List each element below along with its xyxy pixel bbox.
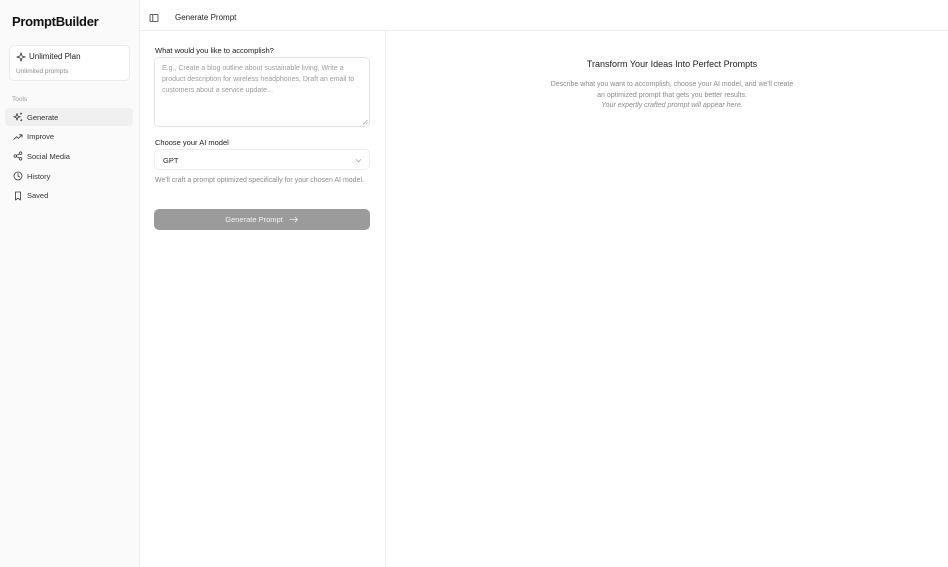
model-select[interactable] [154, 149, 370, 170]
sidebar [0, 0, 140, 567]
sidebar-item-social-media[interactable] [5, 147, 133, 165]
output-description: Describe what you want to accomplish, choose your AI model, and we'll create an optimized prompt that gets you better results. [550, 81, 794, 99]
sidebar-item-improve[interactable] [5, 128, 133, 146]
goal-textarea[interactable] [154, 57, 370, 127]
generate-prompt-label: Generate Prompt [225, 215, 283, 224]
output-title: Transform Your Ideas Into Perfect Prompts [586, 59, 758, 69]
sidebar-item-label: Improve [27, 132, 55, 142]
sidebar-item-label: History [27, 171, 51, 181]
bookmark-icon [13, 191, 23, 201]
page-title: Generate Prompt [175, 13, 237, 22]
plan-subtitle: Unlimited prompts [16, 68, 69, 75]
top-bar [140, 5, 948, 31]
chevron-down-icon [355, 157, 362, 164]
sidebar-nav [5, 108, 133, 206]
plan-title: Unlimited Plan [29, 52, 81, 61]
clock-icon [13, 171, 23, 181]
arrow-right-icon [289, 216, 299, 223]
sidebar-item-label: Social Media [27, 151, 70, 161]
trending-up-icon [13, 132, 23, 142]
model-select-value: GPT [163, 156, 179, 165]
sidebar-item-generate[interactable] [5, 108, 133, 126]
sidebar-item-label: Generate [27, 112, 59, 122]
prompt-form-panel [140, 31, 386, 567]
sidebar-toggle-icon[interactable] [149, 13, 159, 23]
sidebar-item-label: Saved [27, 191, 49, 201]
sparkle-icon [16, 52, 26, 62]
output-placeholder-note: Your expertly crafted prompt will appear here. [601, 102, 743, 109]
model-label: Choose your AI model [155, 138, 229, 147]
plan-card[interactable] [9, 45, 130, 81]
sidebar-item-saved[interactable] [5, 187, 133, 205]
resize-handle-icon[interactable] [362, 119, 368, 125]
output-panel [386, 31, 948, 567]
sparkles-icon [13, 112, 23, 122]
share-icon [13, 151, 23, 161]
goal-label: What would you like to accomplish? [155, 46, 274, 55]
generate-prompt-button[interactable] [154, 209, 370, 230]
model-help-text: We'll craft a prompt optimized specifically for your chosen AI model. [155, 177, 364, 184]
sidebar-item-history[interactable] [5, 167, 133, 185]
app-logo[interactable]: PromptBuilder [12, 14, 99, 29]
section-label-tools: Tools [12, 96, 28, 103]
